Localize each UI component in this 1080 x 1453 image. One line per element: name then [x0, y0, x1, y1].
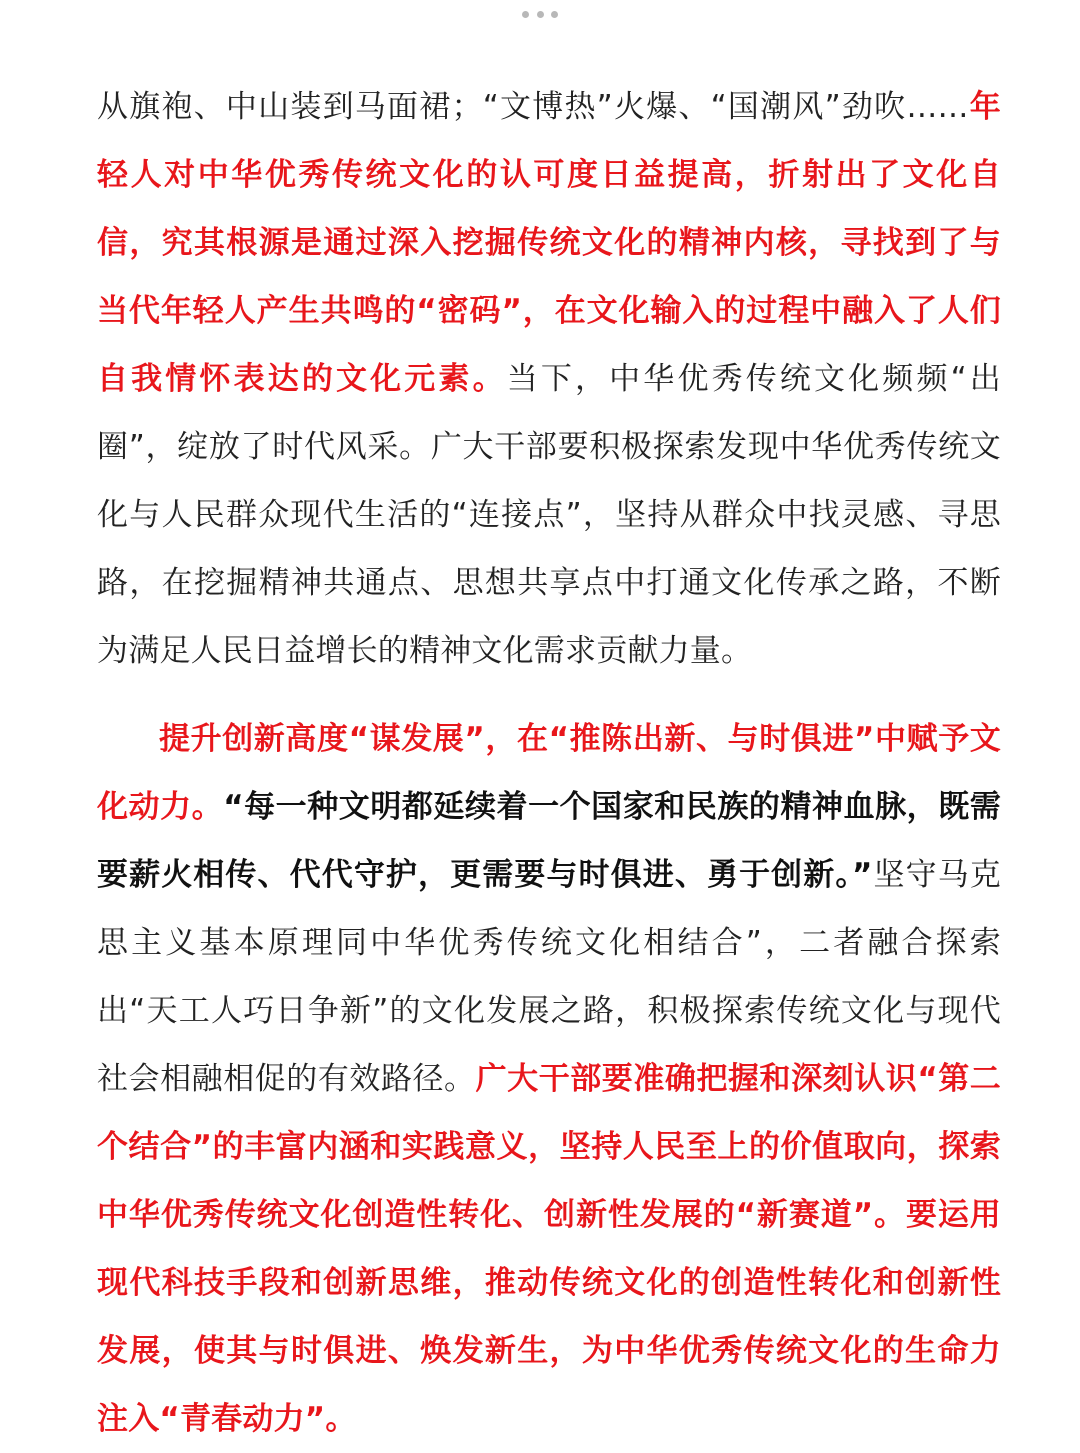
paragraph-1-highlight: 年轻人对中华优秀传统文化的认可度日益提高，折射出了文化自信，究其根源是通过深入挖掘传统文化的精神内核，寻找到了与当代年轻人产生共鸣的“密码”，在文化输入的过程中融入了人们自我情怀表达的文化元素。: [97, 89, 1001, 397]
dot: [537, 11, 544, 18]
paragraph-1: [97, 73, 1001, 685]
paragraph-2: [97, 705, 1001, 1453]
dot: [551, 11, 558, 18]
paragraph-1-plain-intro: 从旗袍、中山装到马面裙；“文博热”火爆、“国潮风”劲吹……: [97, 89, 969, 125]
more-horizontal-icon[interactable]: [522, 8, 558, 20]
paragraph-2-bold-quote: “每一种文明都延续着一个国家和民族的精神血脉，既需要薪火相传、代代守护，更需要与时俱进、勇于创新。”: [97, 789, 1001, 893]
paragraph-1-plain-body: 当下，中华优秀传统文化频频“出圈”，绽放了时代风采。广大干部要积极探索发现中华优秀传统文化与人民群众现代生活的“连接点”，坚持从群众中找灵感、寻思路，在挖掘精神共通点、思想共享点中打通文化传承之路，不断为满足人民日益增长的精神文化需求贡献力量。: [97, 361, 1002, 669]
paragraph-2-plain-body: 坚守马克思主义基本原理同中华优秀传统文化相结合”，二者融合探索出“天工人巧日争新”的文化发展之路，积极探索传统文化与现代社会相融相促的有效路径。: [97, 857, 1001, 1097]
article-body: [97, 73, 1001, 1453]
paragraph-2-closing-highlight: 广大干部要准确把握和深刻认识“第二个结合”的丰富内涵和实践意义，坚持人民至上的价值取向，探索中华优秀传统文化创造性转化、创新性发展的“新赛道”。要运用现代科技手段和创新思维，推动传统文化的创造性转化和创新性发展，使其与时俱进、焕发新生，为中华优秀传统文化的生命力注入“青春动力”。: [97, 1061, 1001, 1437]
dot: [522, 11, 529, 18]
paragraph-2-heading-highlight: 提升创新高度“谋发展”，在“推陈出新、与时俱进”中赋予文化动力。: [97, 721, 1001, 825]
